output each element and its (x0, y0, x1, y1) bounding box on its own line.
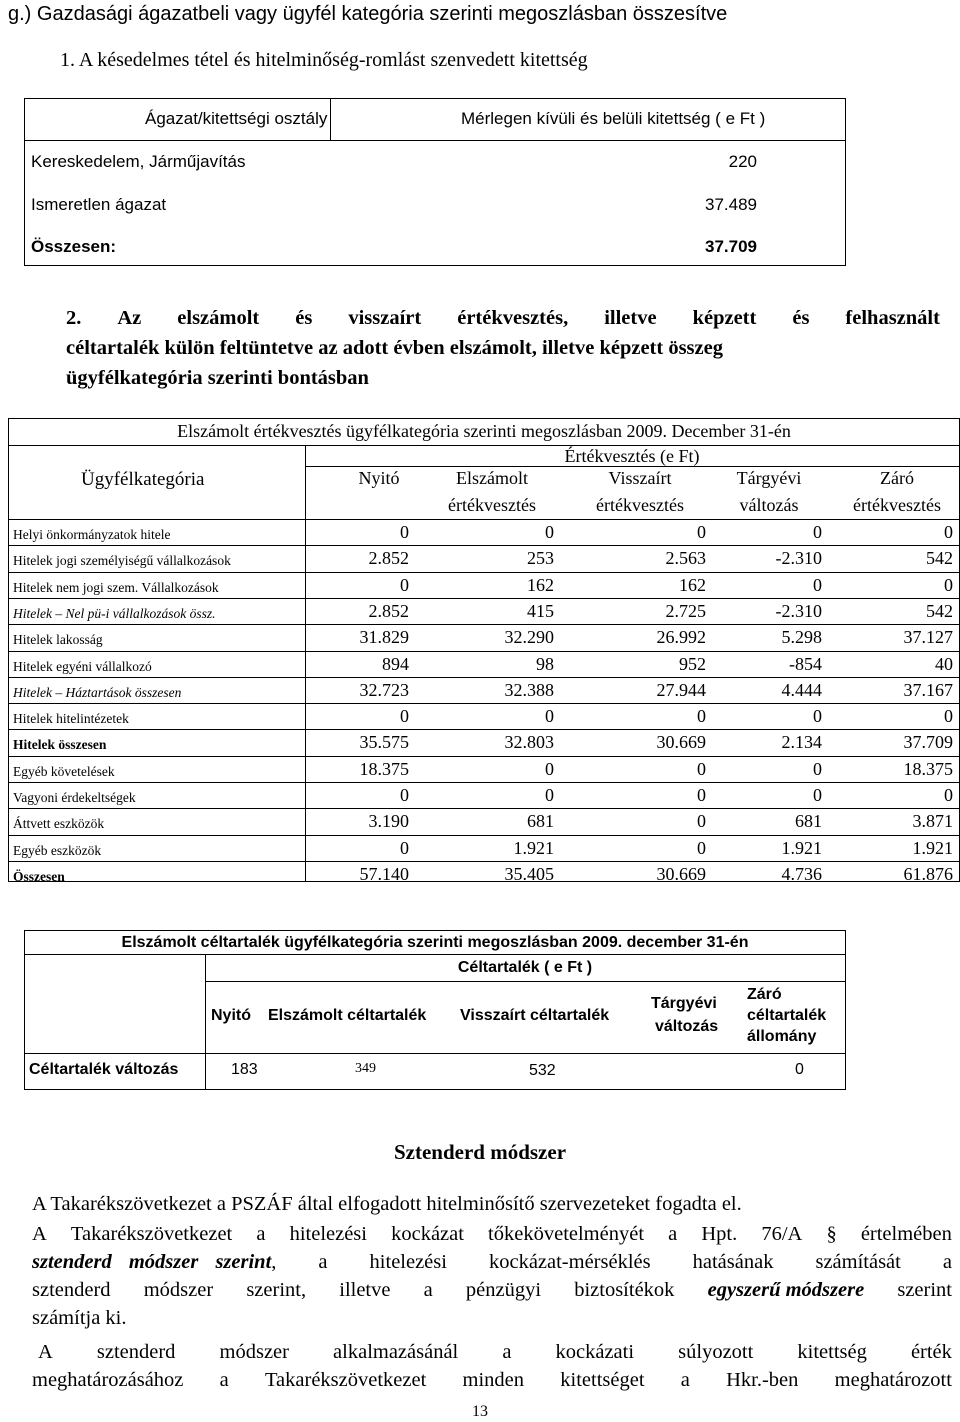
table2-row-label: Hitelek lakosság (13, 632, 103, 647)
page-number: 13 (472, 1403, 488, 1420)
row-label: Kereskedelem, Járműjavítás (31, 152, 246, 171)
text-word: hatásának (692, 1251, 774, 1273)
table2-cell: 0 (697, 706, 706, 726)
standard-paragraph-1 (32, 1190, 952, 1218)
table2-cell: 61.876 (903, 864, 953, 884)
standard-p2-line3 (32, 1276, 952, 1304)
section2-line2: céltartalék külön feltüntetve az adott évben elszámolt, illetve képzett összeg (66, 337, 723, 359)
text-word: a (942, 1251, 952, 1273)
standard-p2-line2 (32, 1248, 952, 1276)
table2-row-label: Hitelek nem jogi szem. Vállalkozások (13, 580, 219, 595)
col-targyevi-2: változás (655, 1018, 719, 1035)
table2-row-label: Hitelek összesen (13, 737, 107, 752)
table2-cell: 542 (926, 548, 953, 568)
table2-cell: 0 (545, 785, 554, 805)
text-word: és (792, 307, 810, 329)
text-word: hitelezési (369, 1251, 447, 1273)
text-word: A (38, 1341, 53, 1363)
text-word: értelmében (860, 1223, 952, 1245)
standard-paragraph-2 (32, 1220, 952, 1332)
total-value: 37.709 (705, 237, 757, 256)
table2-row-label: Hitelek egyéni vállalkozó (13, 659, 152, 674)
table2-cell: 1.921 (912, 838, 953, 858)
table2-cell: -2.310 (775, 601, 822, 621)
exposure-table (24, 98, 846, 266)
text-word: a (502, 1341, 512, 1363)
text-word: biztosítékok (574, 1279, 675, 1301)
table2-cell: 2.725 (665, 601, 706, 621)
text-word: módszer (219, 1341, 289, 1363)
table2-cell: 3.871 (912, 811, 953, 831)
table2-cell: 681 (527, 811, 554, 831)
text-word: érték (910, 1341, 952, 1363)
col-zaro-1: Záró (747, 986, 782, 1003)
table2-cell: 0 (400, 575, 409, 595)
table2-cell: 30.669 (656, 732, 706, 752)
text-word: a (318, 1251, 328, 1273)
table2-cell: 98 (536, 654, 554, 674)
section2-line1 (66, 303, 940, 333)
text-word: és (295, 307, 313, 329)
table2-cell: 0 (545, 522, 554, 542)
table2-col-header-sub: értékvesztés (853, 495, 941, 515)
provision-value: 532 (529, 1062, 556, 1079)
table2-col-header-sub: értékvesztés (448, 495, 536, 515)
table2-row-label: Áttvett eszközök (13, 816, 105, 831)
text-word: elszámolt (177, 307, 260, 329)
standard-title: Sztenderd módszer (393, 1140, 567, 1164)
text-word: 76/A (761, 1223, 803, 1245)
standard-paragraph-3 (32, 1338, 952, 1394)
text-word: minden (462, 1369, 525, 1391)
table2-row-label: Vagyoni érdekeltségek (13, 790, 136, 805)
text-word: a (219, 1369, 229, 1391)
text-word: Hpt. (701, 1223, 738, 1245)
section1-title: 1. A késedelmes tétel és hitelminőség-romlást szenvedett kitettség (60, 49, 588, 71)
standard-p3-line1 (32, 1338, 952, 1366)
table2-cell: 681 (795, 811, 822, 831)
table2-row-label: Egyéb követelések (13, 764, 115, 779)
table2-cell: 0 (697, 522, 706, 542)
text-word: súlyozott (678, 1341, 754, 1363)
table2-cell: 32.290 (504, 627, 554, 647)
text-word: Takarékszövetkezet (70, 1223, 233, 1245)
standard-p2-line4: számítja ki. (32, 1307, 127, 1329)
table2-cell: 0 (813, 785, 822, 805)
table2-cell: 32.723 (359, 680, 409, 700)
table2-cell: 0 (813, 575, 822, 595)
table2-cell: 0 (944, 522, 953, 542)
table2-col-header-sub: értékvesztés (596, 495, 684, 515)
table2-col-header: Nyitó (358, 468, 400, 488)
table3-title: Elszámolt céltartalék ügyfélkategória szerinti megoszlásban 2009. december 31-én (121, 934, 749, 951)
table2-cell: 0 (813, 522, 822, 542)
table2-row-label: Hitelek jogi személyiségű vállalkozások (13, 553, 231, 568)
table2-cell: 32.803 (504, 732, 554, 752)
impairment-table (8, 418, 960, 882)
standard-p3-line2 (32, 1366, 952, 1394)
text-word: a (423, 1279, 433, 1301)
table2-cell: 0 (697, 785, 706, 805)
text-word: kockázat-mérséklés (488, 1251, 651, 1273)
text-word: pénzügyi (465, 1279, 542, 1301)
section2-line3: ügyfélkategória szerinti bontásban (66, 367, 369, 389)
text-word: tőkekövetelményét (488, 1223, 645, 1245)
total-label: Összesen: (31, 237, 117, 256)
italic-phrase: sztenderd módszer szerint (32, 1251, 272, 1273)
col-zaro-3: állomány (747, 1028, 817, 1045)
table2-cell: 0 (813, 706, 822, 726)
italic-phrase-group (32, 1248, 276, 1276)
table2-cell: 30.669 (656, 864, 706, 884)
row-label: Ismeretlen ágazat (31, 195, 167, 214)
table2-cell: 0 (944, 575, 953, 595)
table2-cell: 2.563 (665, 548, 706, 568)
table2-cell: 37.709 (903, 732, 953, 752)
table2-cell: 162 (527, 575, 554, 595)
table2-row-label: Összesen (13, 869, 65, 884)
table2-cell: 1.921 (513, 838, 554, 858)
table2-cell: 18.375 (359, 759, 409, 779)
text-word: , (271, 1251, 277, 1273)
text-word: Az (117, 307, 142, 329)
table2-col-header: Tárgyévi (736, 468, 802, 488)
table2-cell: 0 (545, 706, 554, 726)
table2-row-label: Hitelek – Nel pü-i vállalkozások össz. (13, 606, 216, 621)
text-word: alkalmazásánál (333, 1341, 459, 1363)
text-word: a (256, 1223, 266, 1245)
table2-cell: 952 (679, 654, 706, 674)
col-header-exposure: Mérlegen kívüli és belüli kitettség ( e Ft ) (461, 109, 766, 128)
table2-col-header: Elszámolt (456, 468, 528, 488)
table2-cell: 0 (813, 759, 822, 779)
text-word: módszer (143, 1279, 214, 1301)
table2-col-header: Visszaírt (608, 468, 672, 488)
provision-row-label: Céltartalék változás (29, 1061, 179, 1078)
provision-value: 183 (231, 1061, 258, 1078)
table2-cell: 57.140 (359, 864, 409, 884)
provision-value: 0 (795, 1061, 804, 1078)
table2-row-label: Egyéb eszközök (13, 843, 102, 858)
text-word: visszaírt (348, 307, 422, 329)
text-word: szerint (897, 1279, 952, 1301)
section-heading: g.) Gazdasági ágazatbeli vagy ügyfél kategória szerinti megoszlásban összesítve (8, 3, 728, 25)
text-word: felhasznált (845, 307, 940, 329)
text-word: Hkr.-ben (726, 1369, 799, 1391)
col-targyevi-1: Tárgyévi (651, 995, 717, 1012)
table2-cell: 31.829 (359, 627, 409, 647)
text-word: Takarékszövetkezet (264, 1369, 427, 1391)
table2-cell: 27.944 (656, 680, 706, 700)
table2-cell: 18.375 (903, 759, 953, 779)
table2-cell: 894 (382, 654, 409, 674)
table2-row-label: Hitelek hitelintézetek (13, 711, 129, 726)
table2-cell: 26.992 (656, 627, 706, 647)
table2-cell: 0 (400, 706, 409, 726)
table2-cell: 0 (944, 706, 953, 726)
table2-cell: 0 (400, 838, 409, 858)
text-word: meghatározásához (32, 1369, 184, 1391)
table3-group-header: Céltartalék ( e Ft ) (457, 959, 593, 976)
table2-cell: 40 (935, 654, 953, 674)
table2-cell: 0 (545, 759, 554, 779)
text-word: a (668, 1223, 678, 1245)
standard-p1: A Takarékszövetkezet a PSZÁF által elfogadott hitelminősítő szervezeteket fogadta el. (32, 1193, 742, 1215)
row-value: 37.489 (705, 195, 757, 214)
table2-cell: 415 (527, 601, 554, 621)
text-word: sztenderd (96, 1341, 176, 1363)
table2-cell: 0 (400, 785, 409, 805)
col-header-sector: Ágazat/kitettségi osztály (145, 109, 328, 128)
table2-cell: 35.575 (359, 732, 409, 752)
table2-group-header: Értékvesztés (e Ft) (564, 446, 700, 466)
text-word: számítását (815, 1251, 901, 1273)
table2-cell: 32.388 (504, 680, 554, 700)
table2-cell: 37.167 (903, 680, 953, 700)
text-word: illetve (604, 307, 657, 329)
table2-cell: 35.405 (504, 864, 554, 884)
text-word: képzett (692, 307, 757, 329)
table2-cell: 253 (527, 548, 554, 568)
table2-cell: 542 (926, 601, 953, 621)
text-word: kockázat (391, 1223, 464, 1245)
table2-cell: 2.852 (368, 601, 409, 621)
table2-title: Elszámolt értékvesztés ügyfélkategória szerinti megoszlásban 2009. December 31-én (177, 421, 791, 441)
text-word: kockázati (555, 1341, 635, 1363)
table2-cell: -854 (789, 654, 822, 674)
text-word: kitettséget (560, 1369, 645, 1391)
table2-cell: -2.310 (775, 548, 822, 568)
table2-cell: 5.298 (781, 627, 822, 647)
text-word: hitelezési (289, 1223, 367, 1245)
provision-table (24, 930, 846, 1090)
col-elszamolt: Elszámolt céltartalék (268, 1007, 427, 1024)
table2-row-header: Ügyfélkategória (81, 469, 205, 490)
italic-phrase: egyszerű módszere (707, 1279, 865, 1301)
standard-p2-line1 (32, 1220, 952, 1248)
text-word: értékvesztés, (457, 307, 569, 329)
table2-cell: 37.127 (903, 627, 953, 647)
table2-cell: 4.736 (781, 864, 822, 884)
table2-cell: 162 (679, 575, 706, 595)
text-word: A (32, 1223, 47, 1245)
table2-cell: 4.444 (781, 680, 822, 700)
table2-cell: 0 (400, 522, 409, 542)
table2-row-label: Helyi önkormányzatok hitele (13, 527, 171, 542)
table2-cell: 2.134 (781, 732, 822, 752)
provision-value: 349 (355, 1061, 376, 1076)
text-word: a (680, 1369, 690, 1391)
text-word: § (826, 1223, 837, 1245)
col-nyito: Nyitó (211, 1007, 251, 1024)
table2-cell: 2.852 (368, 548, 409, 568)
table2-cell: 3.190 (368, 811, 409, 831)
text-word: meghatározott (834, 1369, 952, 1391)
row-value: 220 (728, 152, 757, 171)
text-word: kitettség (797, 1341, 867, 1363)
text-word: szerint, (246, 1279, 307, 1301)
text-word: 2. (66, 307, 82, 329)
table2-col-header: Záró (880, 468, 914, 488)
col-visszairt: Visszaírt céltartalék (460, 1007, 610, 1024)
table2-cell: 1.921 (781, 838, 822, 858)
table2-row-label: Hitelek – Háztartások összesen (13, 685, 182, 700)
text-word: sztenderd (32, 1279, 111, 1301)
section2-title (66, 303, 940, 393)
text-word: illetve (339, 1279, 391, 1301)
table2-cell: 0 (697, 811, 706, 831)
table2-cell: 0 (697, 838, 706, 858)
table2-cell: 0 (697, 759, 706, 779)
col-zaro-2: céltartalék (747, 1007, 827, 1024)
table2-cell: 0 (944, 785, 953, 805)
table2-col-header-sub: változás (739, 495, 799, 515)
